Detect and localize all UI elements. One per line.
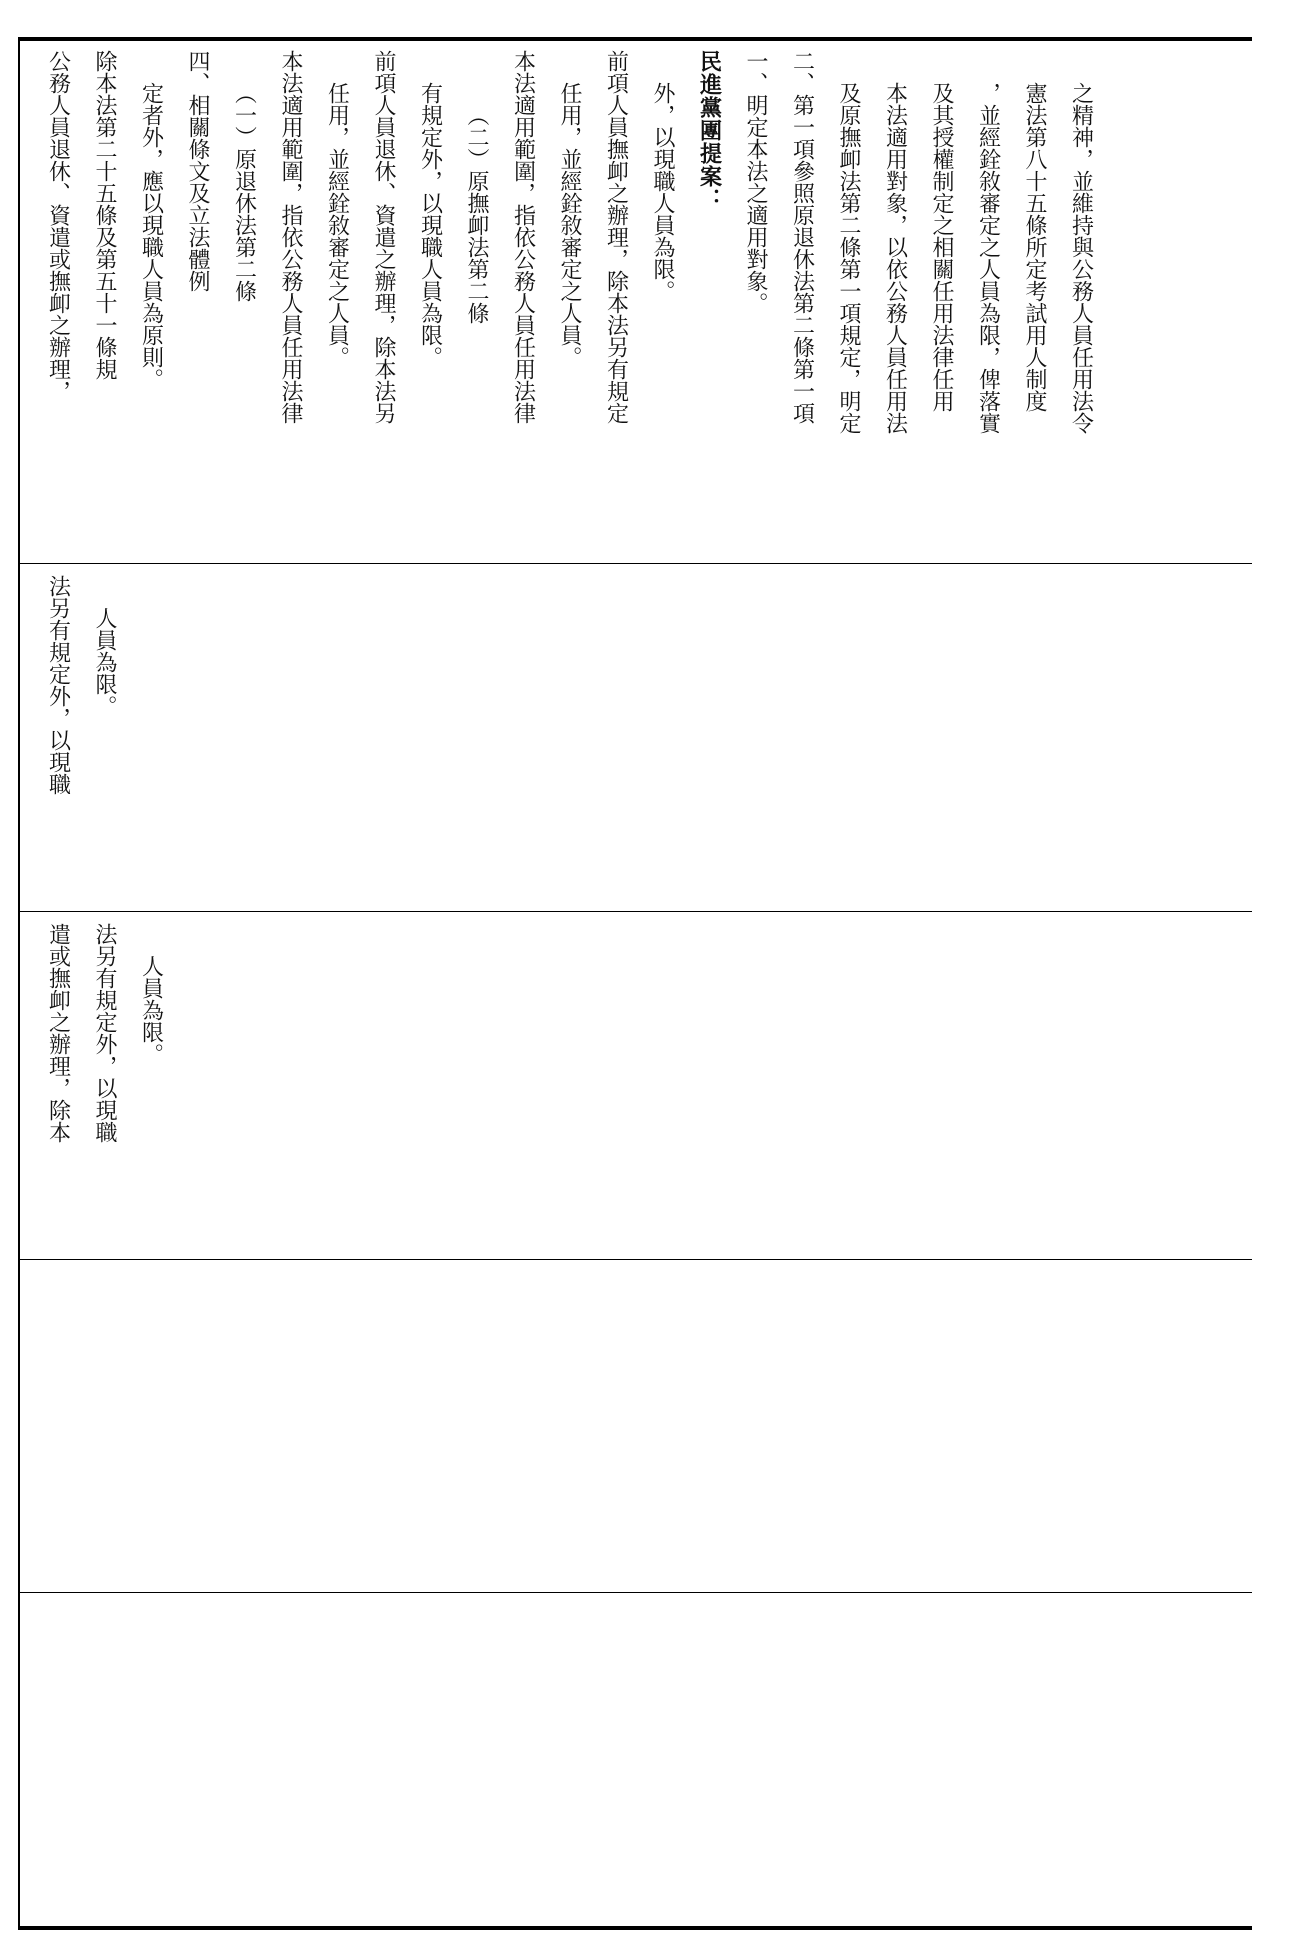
explanation-line: 本法適用對象，以依公務人員任用法: [882, 82, 908, 434]
explanation-line: 除本法第二十五條及第五十一條規: [92, 50, 117, 380]
explanation-line: 一、明定本法之適用對象。: [743, 50, 768, 314]
col2-line: 人員為限。: [92, 607, 117, 717]
explanation-line: 本法適用範圍，指依公務人員任用法律: [510, 50, 536, 424]
explanation-line: 前項人員退休、資遣之辦理，除本法另: [371, 50, 396, 424]
table-bottom-border: [18, 1926, 1252, 1930]
explanation-line: 任用，並經銓敘審定之人員。: [557, 82, 582, 368]
explanation-line: 之精神，並維持與公務人員任用法令: [1068, 82, 1094, 434]
row-divider-2: [18, 911, 1252, 912]
explanation-line: 四、相關條文及立法體例: [185, 50, 210, 292]
empty-cell-2: [34, 1604, 1236, 1919]
col3-line: 遣或撫卹之辦理，除本: [45, 923, 71, 1143]
table-left-border: [18, 37, 20, 1930]
explanation-line: 及原撫卹法第二條第一項規定，明定: [836, 82, 861, 434]
explanation-line: 前項人員撫卹之辦理，除本法另有規定: [603, 50, 629, 424]
empty-cell-1: [34, 1270, 1236, 1585]
row-divider-4: [18, 1592, 1252, 1593]
explanation-line: 外，以現職人員為限。: [650, 82, 675, 302]
explanation-line: 本法適用範圍，指依公務人員任用法律: [278, 50, 303, 424]
row-divider-3: [18, 1259, 1252, 1260]
explanation-line: 二、第一項參照原退休法第二條第一項: [789, 50, 815, 424]
col3-line: 法另有規定外，以現職: [92, 923, 117, 1143]
explanation-line: 有規定外，以現職人員為限。: [417, 82, 443, 368]
explanation-cell: [34, 50, 1236, 555]
explanation-line: 及其授權制定之相關任用法律任用: [929, 82, 954, 412]
explanation-line: 公務人員退休、資遣或撫卹之辦理，: [45, 50, 71, 402]
current-law-cell: [34, 575, 1236, 905]
row-divider-1: [18, 563, 1252, 564]
table-top-border: [18, 37, 1252, 41]
col2-line: 法另有規定外，以現職: [45, 575, 71, 795]
explanation-line: 憲法第八十五條所定考試用人制度: [1022, 82, 1047, 412]
explanation-line: ，並經銓敘審定之人員為限，俾落實: [975, 82, 1001, 434]
explanation-line: 任用，並經銓敘審定之人員。: [324, 82, 350, 368]
col3-line: 人員為限。: [138, 955, 164, 1065]
explanation-line: （一）原退休法第二條: [231, 82, 257, 302]
proposal-cell: [34, 923, 1236, 1253]
explanation-line: 定者外，應以現職人員為原則。: [138, 82, 164, 390]
explanation-line: 民進黨團提案：: [696, 50, 722, 211]
explanation-line: （二）原撫卹法第二條: [464, 104, 489, 324]
